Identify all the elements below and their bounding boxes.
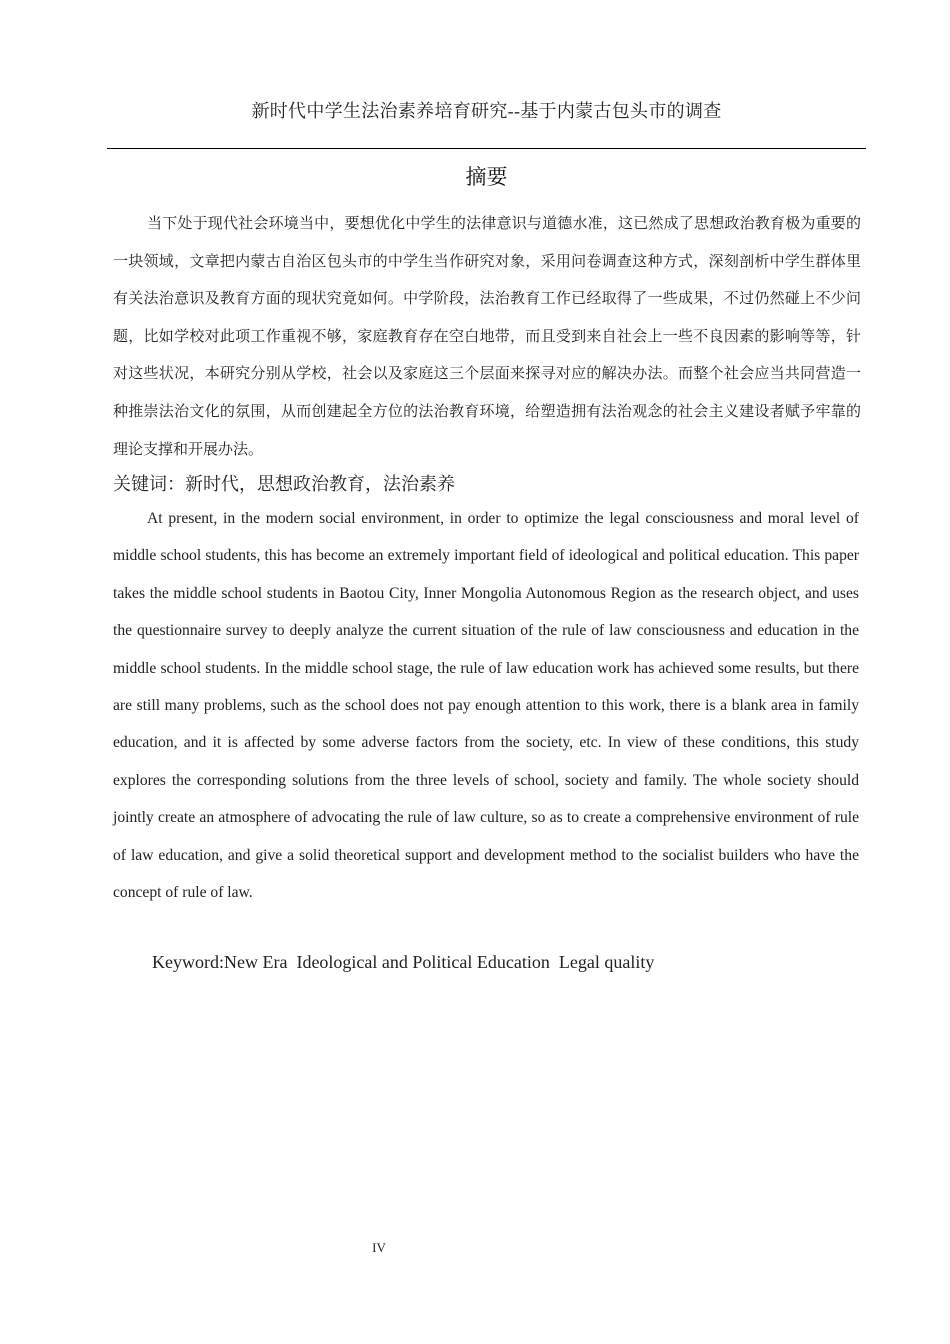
abstract-heading: 摘要 <box>465 165 508 189</box>
chinese-abstract-paragraph: 当下处于现代社会环境当中，要想优化中学生的法律意识与道德水准，这已然成了思想政治教育极为重要的一块领域，文章把内蒙古自治区包头市的中学生当作研究对象，采用问卷调查这种方式，深刻剖析中学生群体里有关法治意识及教育方面的现状究竟如何。中学阶段，法治教育工作已经取得了一些成果，不过仍然碰上不少问题，比如学校对此项工作重视不够，家庭教育存在空白地带，而且受到来自社会上一些不良因素的影响等等，针对这些状况，本研究分别从学校，社会以及家庭这三个层面来探寻对应的解决办法。而整个社会应当共同营造一种推崇法治文化的氛围，从而创建起全方位的法治教育环境，给塑造拥有法治观念的社会主义建设者赋予牢靠的理论支撑和开展办法。 <box>113 216 861 458</box>
english-keywords: Keyword:New Era Ideological and Political Education Legal quality <box>152 952 655 972</box>
header-divider <box>107 148 866 149</box>
chinese-keywords: 关键词：新时代，思想政治教育，法治素养 <box>113 474 455 494</box>
page-number: IV <box>372 1240 386 1255</box>
running-header-title: 新时代中学生法治素养培育研究--基于内蒙古包头市的调查 <box>251 101 722 121</box>
english-abstract-paragraph: At present, in the modern social environment, in order to optimize the legal consciousness and moral level of middle school students, this has become an extremely important field of ideological and political education. This paper takes the middle school students in Baotou City, Inner Mongolia Autonomous Region as the research object, and uses the questionnaire survey to deeply analyze the current situation of the rule of law consciousness and education in the middle school students. In the middle school stage, the rule of law education work has achieved some results, but there are still many problems, such as the school does not pay enough attention to this work, there is a blank area in family education, and it is affected by some adverse factors from the society, etc. In view of these conditions, this study explores the corresponding solutions from the three levels of school, society and family. The whole society should jointly create an atmosphere of advocating the rule of law culture, so as to create a comprehensive environment of rule of law education, and give a solid theoretical support and development method to the socialist builders who have the concept of rule of law. <box>113 510 859 902</box>
